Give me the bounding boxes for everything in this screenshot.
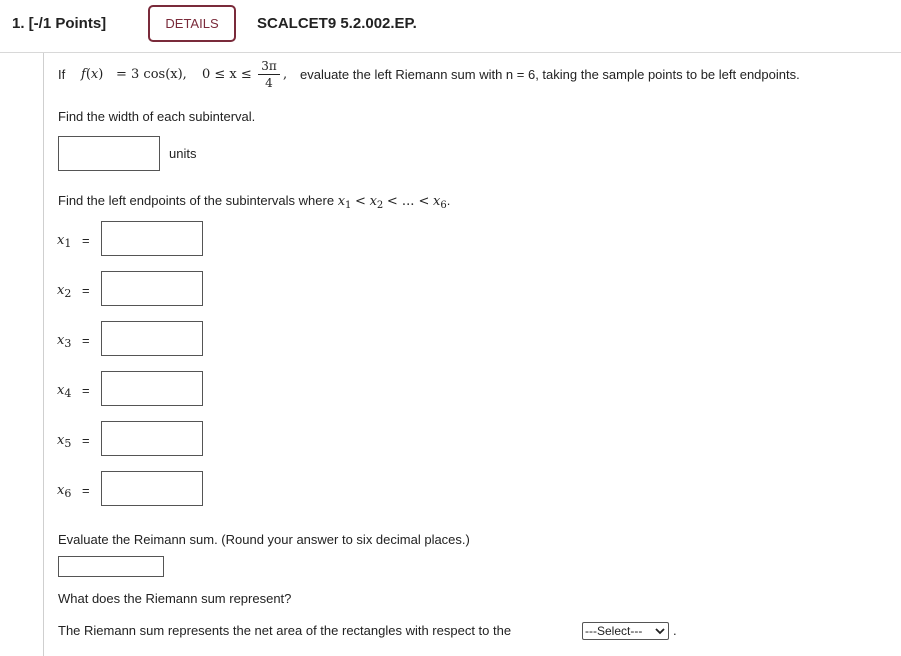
x2-equals: = [82,283,90,298]
x1-equals: = [82,233,90,248]
left-divider [43,53,44,656]
ordering-lt: < [355,194,366,209]
represent-end-period: . [673,623,677,638]
x3-label: $x_3$ [57,333,72,350]
ordering-period: . [446,193,451,208]
x6-equals: = [82,483,90,498]
question-number: 1. [-/1 Points] [12,15,107,32]
x6-label: $x_6$ [57,483,72,500]
if-label: If [58,67,66,82]
ordering-x1: $x_1$ [337,194,352,211]
function-lhs: f(x) [81,67,104,82]
fraction-comma: , [283,67,288,82]
represent-select[interactable] [582,622,669,640]
x4-equals: = [82,383,90,398]
x5-equals: = [82,433,90,448]
x4-input[interactable] [101,371,203,406]
x5-input[interactable] [101,421,203,456]
upper-bound-fraction [256,58,282,91]
problem-statement: evaluate the left Riemann sum with n = 6, taking the sample points to be left endpoints. [300,67,800,82]
x3-input[interactable] [101,321,203,356]
x2-label: $x_2$ [57,283,72,300]
units-label: units [169,146,197,161]
x1-input[interactable] [101,221,203,256]
x5-label: $x_5$ [57,433,72,450]
interval-left: 0 ≤ x ≤ [202,67,252,82]
x2-input[interactable] [101,271,203,306]
ordering-x6: $x_6$ [432,194,447,211]
represent-question: What does the Riemann sum represent? [58,591,292,606]
select-value: ---Select--- [585,624,643,638]
width-input[interactable] [58,136,160,171]
fraction-denominator: 4 [265,76,273,90]
ordering-ellipsis: < ... < [386,194,430,209]
width-prompt: Find the width of each subinterval. [58,109,256,124]
chevron-down-icon [655,623,665,644]
x3-equals: = [82,333,90,348]
endpoints-prompt-text: Find the left endpoints of the subintervals where [58,193,335,208]
sum-prompt: Evaluate the Reimann sum. (Round your answer to six decimal places.) [58,532,470,547]
x1-label: $x_1$ [57,233,72,250]
details-button[interactable]: DETAILS [148,5,236,42]
riemann-sum-input[interactable] [58,556,164,577]
fraction-numerator: 3π [261,59,277,73]
function-rhs: = 3 cos(x), [116,67,187,82]
x4-label: $x_4$ [57,383,72,400]
endpoints-prompt [58,193,450,209]
ordering-x2: $x_2$ [369,194,384,211]
problem-id: SCALCET9 5.2.002.EP. [257,15,417,32]
represent-sentence: The Riemann sum represents the net area of the rectangles with respect to the [58,623,512,638]
question-header [0,0,901,53]
x6-input[interactable] [101,471,203,506]
